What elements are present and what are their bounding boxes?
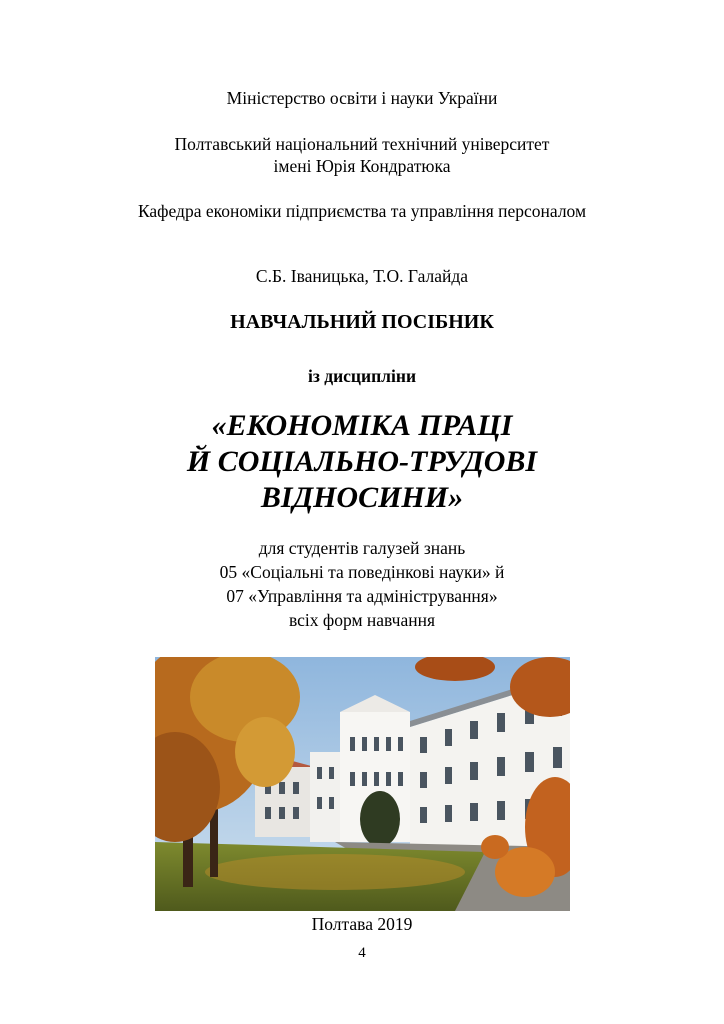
document-type: НАВЧАЛЬНИЙ ПОСІБНИК: [230, 311, 494, 333]
page-number: 4: [358, 945, 366, 961]
title-line-2: Й СОЦІАЛЬНО-ТРУДОВІ: [186, 445, 538, 478]
university-line-2: імені Юрія Кондратюка: [273, 156, 451, 176]
university-line-1: Полтавський національний технічний університет: [174, 134, 550, 154]
discipline-intro: із дисципліни: [307, 366, 417, 386]
department-line: Кафедра економіки підприємства та управління персоналом: [137, 201, 587, 221]
audience-line-1: для студентів галузей знань: [258, 538, 466, 558]
audience-line-4: всіх форм навчання: [288, 610, 435, 630]
audience-line-3: 07 «Управління та адміністрування»: [226, 586, 498, 606]
title-line-3: ВІДНОСИНИ»: [260, 481, 464, 514]
ministry-line: Міністерство освіти і науки України: [226, 88, 498, 108]
title-line-1: «ЕКОНОМІКА ПРАЦІ: [211, 409, 513, 442]
audience-line-2: 05 «Соціальні та поведінкові науки» й: [219, 562, 505, 582]
place-year: Полтава 2019: [311, 914, 413, 934]
university-building-photo: [155, 657, 570, 911]
authors: С.Б. Іваницька, Т.О. Галайда: [255, 266, 469, 286]
